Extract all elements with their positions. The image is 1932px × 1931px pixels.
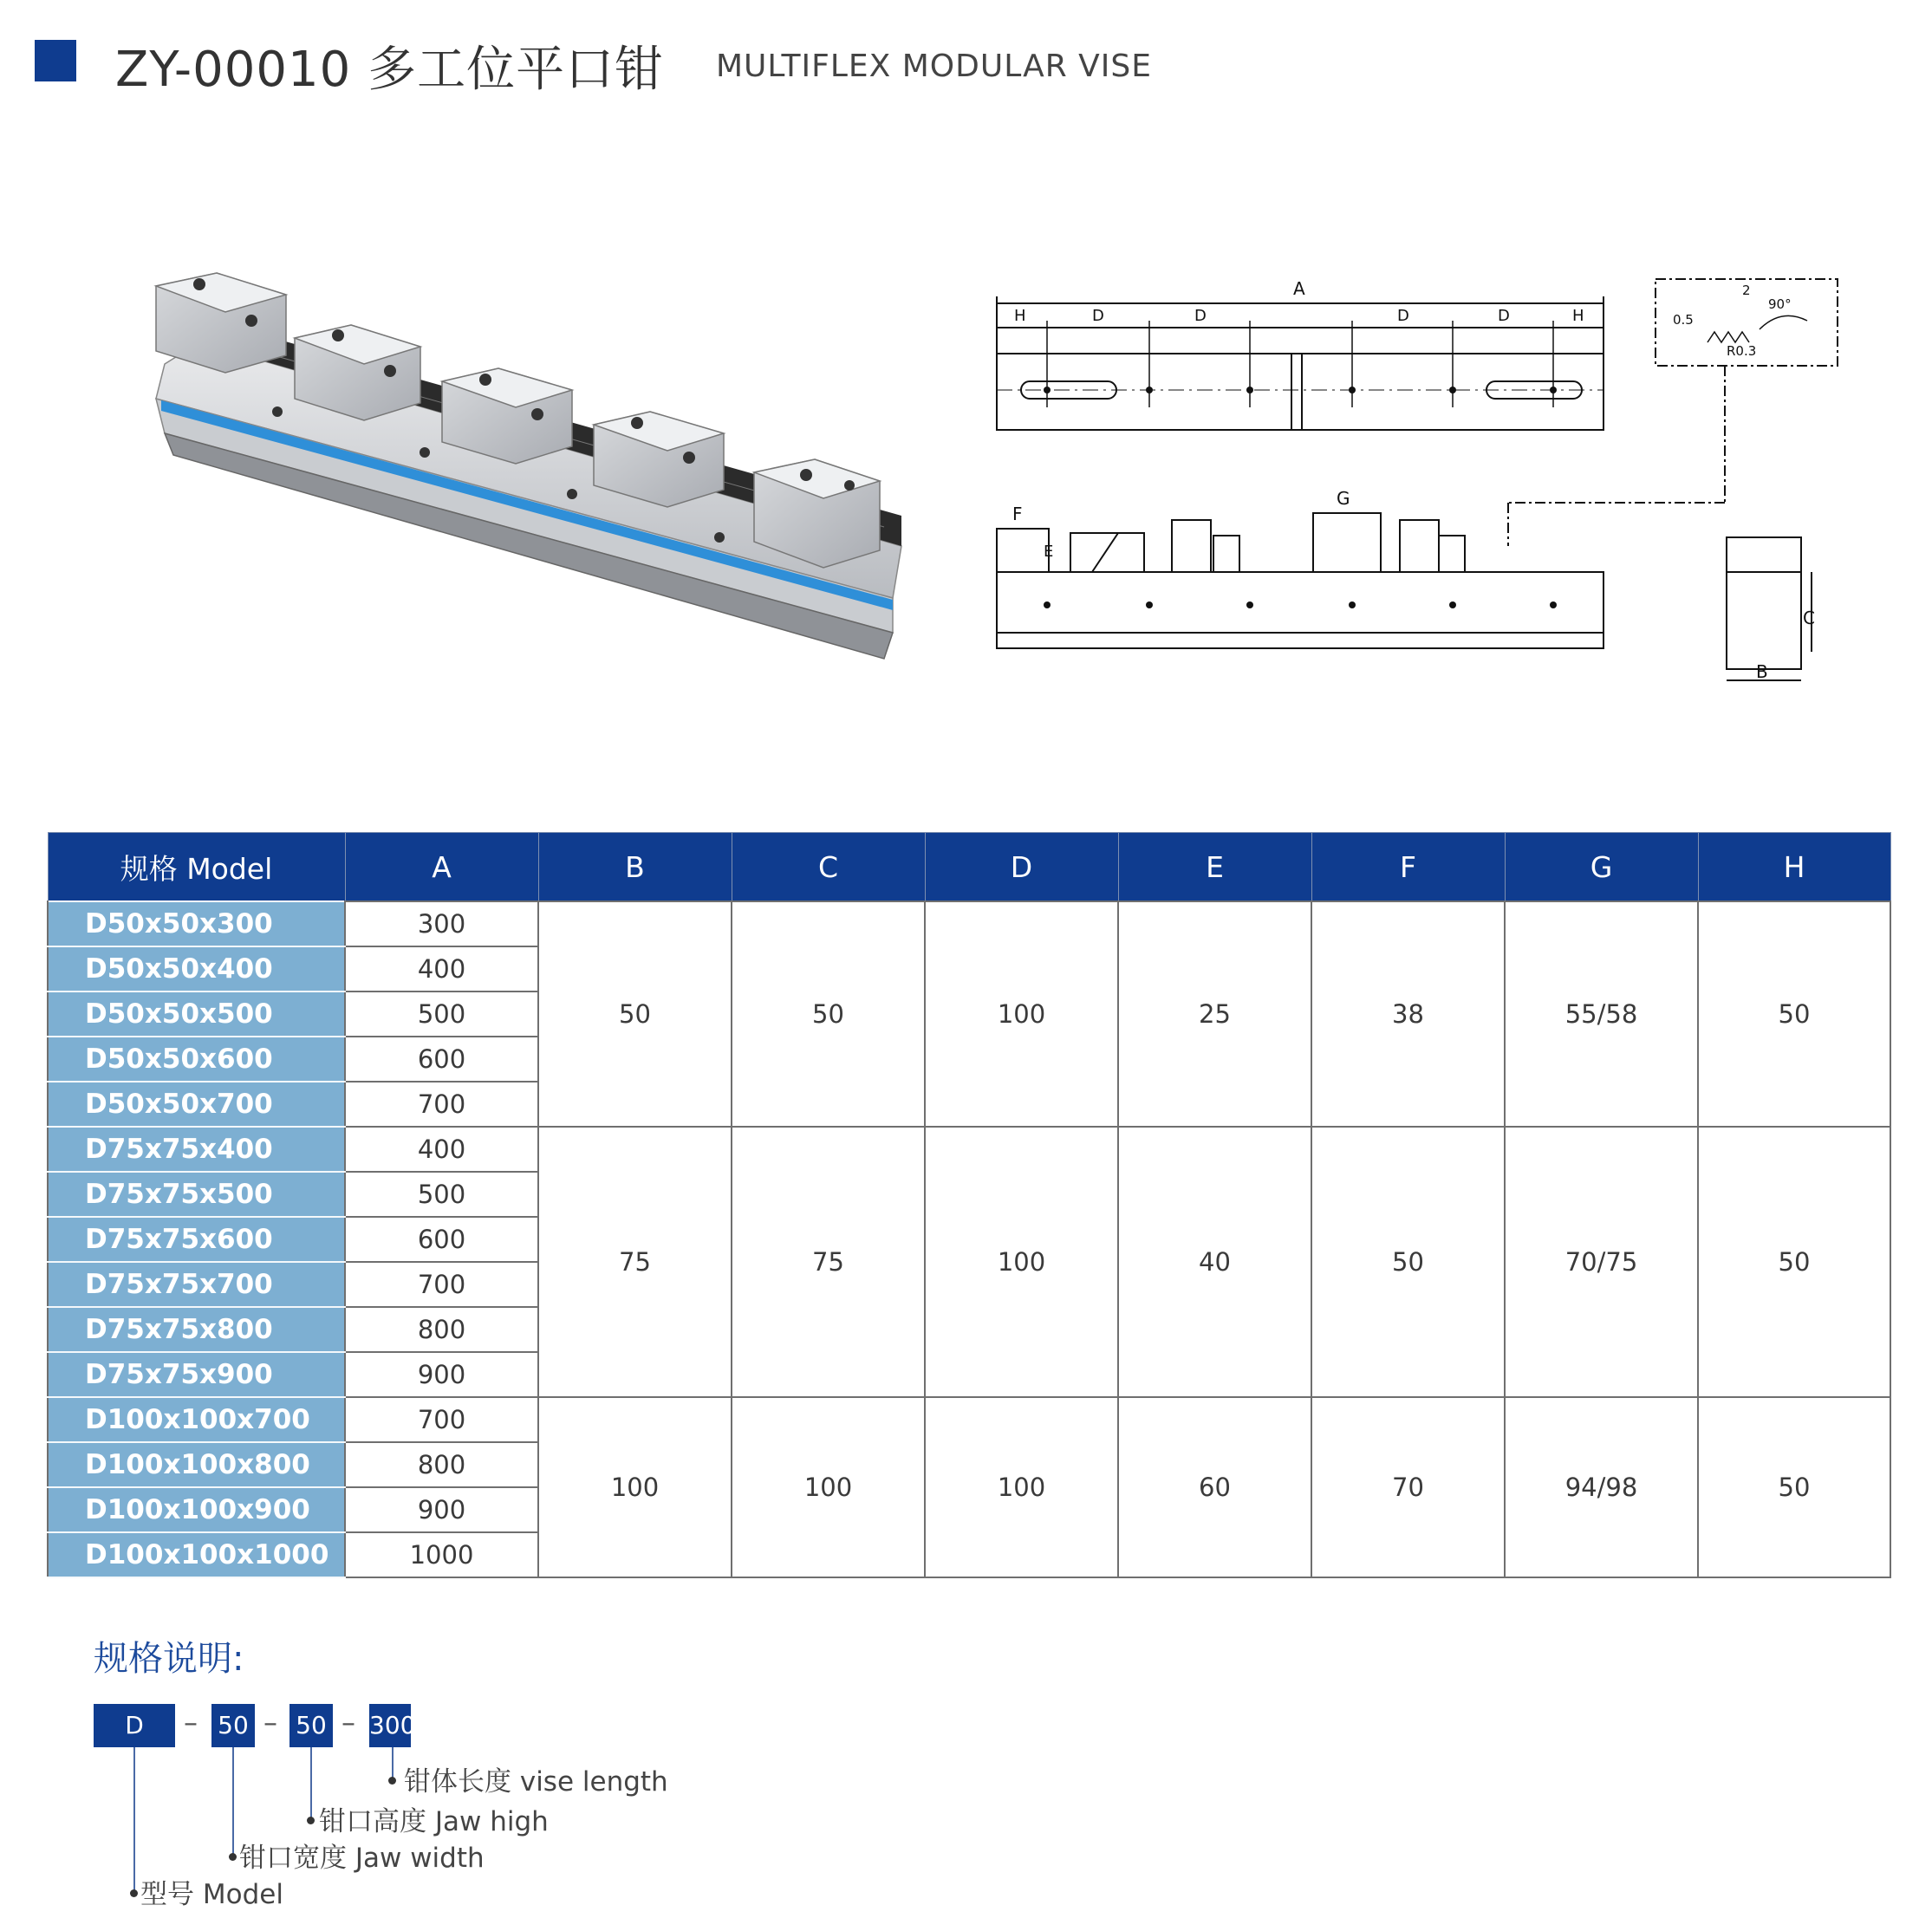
dim-label-a: A <box>1293 278 1305 299</box>
code-separator: – <box>342 1706 355 1739</box>
dim-label-c: C <box>1803 608 1815 628</box>
leader-line <box>133 1747 135 1893</box>
f-cell: 70 <box>1311 1397 1505 1577</box>
code-box-jaw-width: 50 <box>211 1704 255 1747</box>
detail-label-2: 2 <box>1742 283 1751 298</box>
leader-line <box>392 1747 394 1780</box>
a-cell: 800 <box>345 1442 538 1487</box>
model-cell: D75x75x600 <box>48 1217 345 1262</box>
header-e: E <box>1118 833 1311 902</box>
a-cell: 700 <box>345 1397 538 1442</box>
leader-dot <box>130 1889 138 1897</box>
table-row <box>48 1127 1890 1172</box>
model-cell: D75x75x700 <box>48 1262 345 1307</box>
header-d: D <box>925 833 1118 902</box>
technical-drawing <box>979 260 1872 693</box>
b-cell: 50 <box>538 901 732 1127</box>
dim-label-d3: D <box>1397 307 1409 325</box>
legend-item-jaw-width: 钳口宽度 Jaw width <box>239 1843 485 1874</box>
detail-label-90: 90° <box>1768 296 1792 312</box>
model-cell: D50x50x600 <box>48 1037 345 1082</box>
detail-label-r03: R0.3 <box>1727 343 1757 359</box>
dim-label-g: G <box>1337 488 1350 509</box>
model-cell: D50x50x700 <box>48 1082 345 1127</box>
g-cell: 70/75 <box>1505 1127 1698 1397</box>
code-box-model: D <box>94 1704 175 1747</box>
header-a: A <box>345 833 538 902</box>
leader-dot <box>229 1853 237 1861</box>
g-cell: 94/98 <box>1505 1397 1698 1577</box>
header-f: F <box>1311 833 1505 902</box>
a-cell: 600 <box>345 1217 538 1262</box>
dim-label-b: B <box>1756 661 1768 682</box>
model-cell: D100x100x800 <box>48 1442 345 1487</box>
f-cell: 38 <box>1311 901 1505 1127</box>
vise-product-photo <box>139 251 919 685</box>
a-cell: 500 <box>345 992 538 1037</box>
dim-label-d2: D <box>1194 307 1207 325</box>
detail-label-05: 0.5 <box>1673 312 1694 328</box>
code-separator: – <box>184 1706 198 1739</box>
c-cell: 50 <box>732 901 925 1127</box>
a-cell: 700 <box>345 1082 538 1127</box>
legend-item-vise-length: 钳体长度 vise length <box>404 1766 668 1798</box>
c-cell: 75 <box>732 1127 925 1397</box>
a-cell: 600 <box>345 1037 538 1082</box>
leader-dot <box>388 1777 396 1785</box>
model-cell: D50x50x500 <box>48 992 345 1037</box>
model-cell: D75x75x400 <box>48 1127 345 1172</box>
header-b: B <box>538 833 732 902</box>
h-cell: 50 <box>1698 1127 1890 1397</box>
header-c: C <box>732 833 925 902</box>
a-cell: 400 <box>345 1127 538 1172</box>
d-cell: 100 <box>925 1397 1118 1577</box>
header-h: H <box>1698 833 1890 902</box>
model-cell: D75x75x800 <box>48 1307 345 1352</box>
header-model: 规格 Model <box>48 833 345 902</box>
a-cell: 900 <box>345 1352 538 1397</box>
e-cell: 40 <box>1118 1127 1311 1397</box>
dim-label-e: E <box>1044 543 1054 561</box>
table-row <box>48 901 1890 946</box>
model-cell: D100x100x1000 <box>48 1532 345 1577</box>
model-cell: D75x75x900 <box>48 1352 345 1397</box>
b-cell: 100 <box>538 1397 732 1577</box>
dim-label-d1: D <box>1092 307 1104 325</box>
legend-item-jaw-high: 钳口高度 Jaw high <box>319 1806 549 1837</box>
a-cell: 800 <box>345 1307 538 1352</box>
code-box-vise-length: 300 <box>369 1704 411 1747</box>
a-cell: 400 <box>345 946 538 992</box>
model-cell: D100x100x900 <box>48 1487 345 1532</box>
leader-line <box>232 1747 234 1856</box>
table-header-row <box>48 833 1890 902</box>
model-cell: D50x50x300 <box>48 901 345 946</box>
dim-label-h-right: H <box>1572 307 1584 325</box>
page-subtitle: MULTIFLEX MODULAR VISE <box>716 49 1153 84</box>
dim-label-h-left: H <box>1014 307 1026 325</box>
a-cell: 900 <box>345 1487 538 1532</box>
h-cell: 50 <box>1698 1397 1890 1577</box>
legend-title: 规格说明: <box>94 1639 244 1679</box>
spec-table <box>47 832 1891 1578</box>
a-cell: 300 <box>345 901 538 946</box>
f-cell: 50 <box>1311 1127 1505 1397</box>
e-cell: 60 <box>1118 1397 1311 1577</box>
c-cell: 100 <box>732 1397 925 1577</box>
code-box-jaw-high: 50 <box>289 1704 333 1747</box>
code-separator: – <box>263 1706 277 1739</box>
a-cell: 700 <box>345 1262 538 1307</box>
model-cell: D50x50x400 <box>48 946 345 992</box>
d-cell: 100 <box>925 1127 1118 1397</box>
b-cell: 75 <box>538 1127 732 1397</box>
a-cell: 1000 <box>345 1532 538 1577</box>
model-cell: D75x75x500 <box>48 1172 345 1217</box>
leader-dot <box>307 1817 315 1824</box>
a-cell: 500 <box>345 1172 538 1217</box>
e-cell: 25 <box>1118 901 1311 1127</box>
d-cell: 100 <box>925 901 1118 1127</box>
table-row <box>48 1397 1890 1442</box>
dim-label-f: F <box>1012 504 1023 524</box>
leader-line <box>310 1747 312 1820</box>
g-cell: 55/58 <box>1505 901 1698 1127</box>
h-cell: 50 <box>1698 901 1890 1127</box>
header-g: G <box>1505 833 1698 902</box>
page-title: ZY-00010 多工位平口钳 <box>115 42 665 98</box>
legend-item-model: 型号 Model <box>140 1879 283 1910</box>
dim-label-d4: D <box>1498 307 1510 325</box>
model-cell: D100x100x700 <box>48 1397 345 1442</box>
title-square-icon <box>35 40 76 81</box>
